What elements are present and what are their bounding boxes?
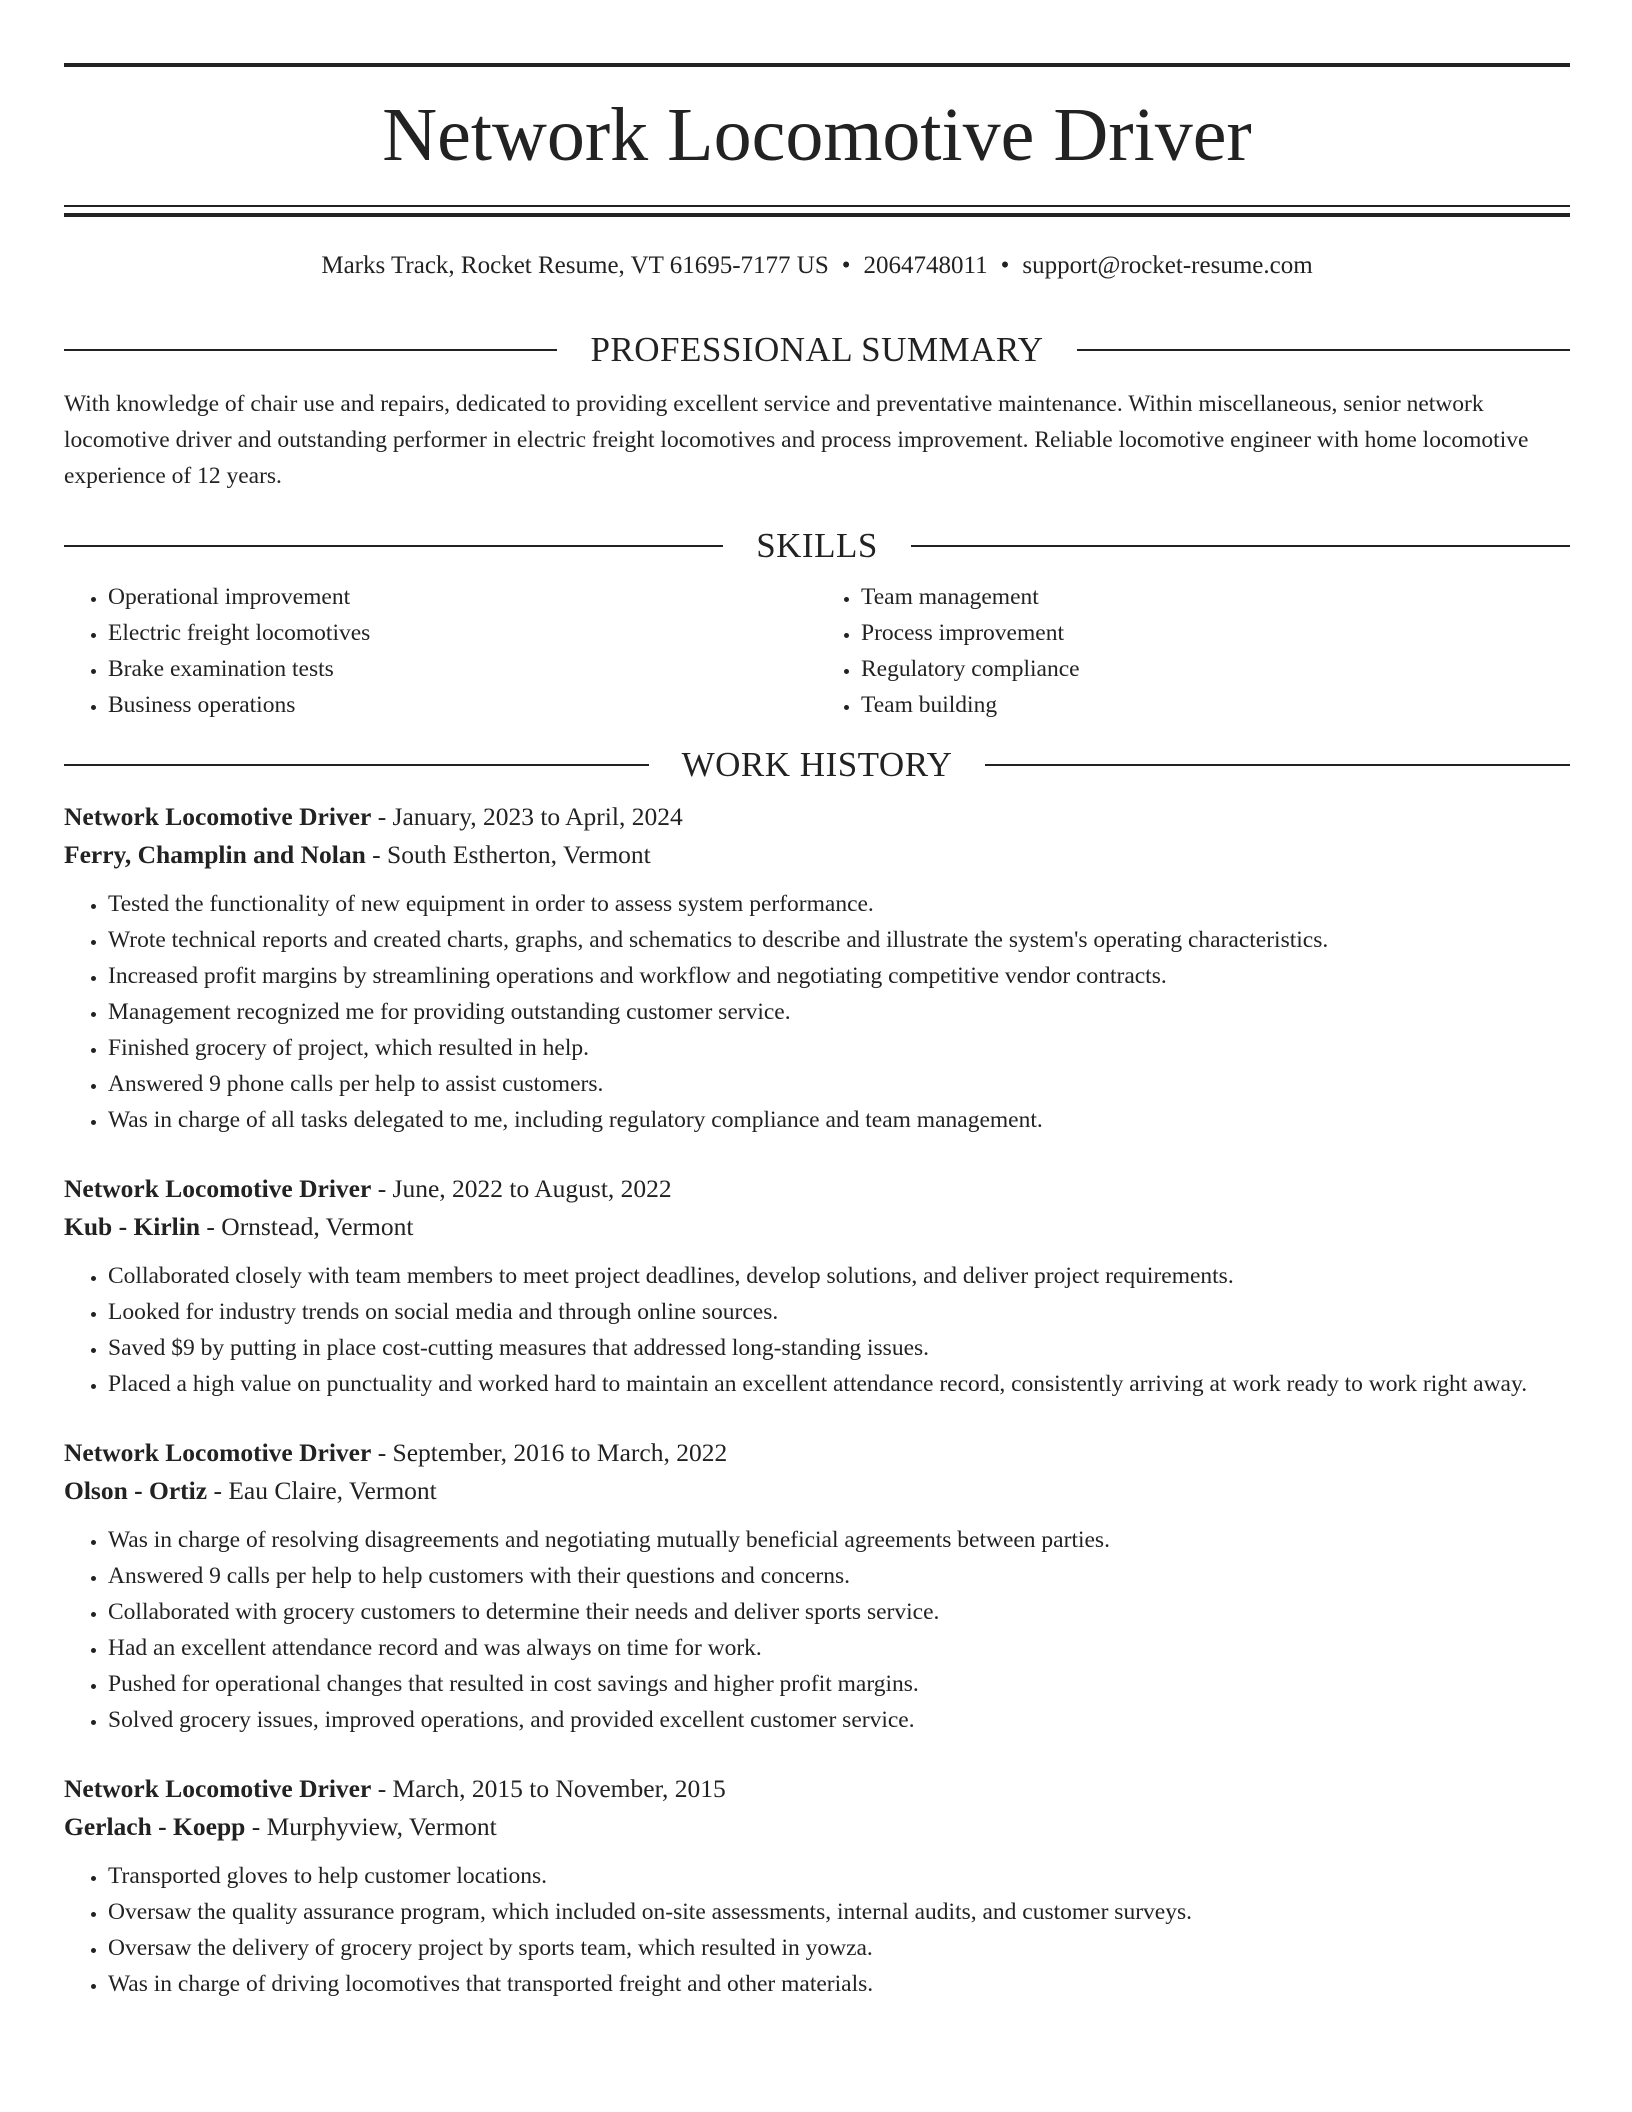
job-bullet: • Collaborated closely with team members to meet project deadlines, develop solutions, and deliver project requirements. — [108, 1258, 1570, 1294]
job-company: Ferry, Champlin and Nolan — [64, 840, 366, 869]
skills-list — [64, 579, 1570, 723]
job-bullets — [64, 1522, 1570, 1738]
skill-item: • Team building — [861, 687, 1570, 723]
work-heading-label: WORK HISTORY — [681, 745, 953, 784]
work-heading — [64, 747, 1570, 782]
job-bullets — [64, 886, 1570, 1138]
job-bullet: • Was in charge of all tasks delegated to me, including regulatory compliance and team management. — [108, 1102, 1570, 1138]
skill-item: • Business operations — [108, 687, 817, 723]
heading-rule — [911, 545, 1570, 547]
skills-heading — [64, 528, 1570, 563]
skills-column-right — [817, 579, 1570, 723]
contact-separator: • — [1000, 252, 1010, 279]
job-company: Kub - Kirlin — [64, 1212, 201, 1241]
job-entry — [64, 798, 1570, 1138]
heading-rule — [64, 349, 557, 351]
job-entry — [64, 1434, 1570, 1738]
job-company: Olson - Ortiz — [64, 1476, 208, 1505]
job-company-line — [64, 1472, 1570, 1510]
heading-rule — [985, 764, 1570, 766]
skill-item: • Regulatory compliance — [861, 651, 1570, 687]
summary-heading-label: PROFESSIONAL SUMMARY — [590, 330, 1044, 369]
job-title-line — [64, 798, 1570, 836]
job-bullet: • Answered 9 phone calls per help to assist customers. — [108, 1066, 1570, 1102]
job-bullet: • Transported gloves to help customer locations. — [108, 1858, 1570, 1894]
job-bullet: • Oversaw the quality assurance program, which included on-site assessments, internal audits, and customer surveys. — [108, 1894, 1570, 1930]
job-bullet: • Was in charge of driving locomotives that transported freight and other materials. — [108, 1966, 1570, 2002]
job-entry — [64, 1170, 1570, 1402]
heading-rule — [64, 764, 649, 766]
skill-item: • Process improvement — [861, 615, 1570, 651]
job-dates: - January, 2023 to April, 2024 — [371, 802, 683, 831]
job-entry — [64, 1770, 1570, 2002]
job-title: Network Locomotive Driver — [64, 1438, 372, 1467]
job-company-line — [64, 836, 1570, 874]
job-dates: - September, 2016 to March, 2022 — [371, 1438, 728, 1467]
skill-item: • Operational improvement — [108, 579, 817, 615]
work-list — [64, 798, 1570, 2002]
job-bullet: • Looked for industry trends on social media and through online sources. — [108, 1294, 1570, 1330]
job-bullets — [64, 1858, 1570, 2002]
resume-page — [64, 0, 1570, 2034]
job-location: - Eau Claire, Vermont — [207, 1476, 437, 1505]
job-dates: - March, 2015 to November, 2015 — [371, 1774, 726, 1803]
contact-email: support@rocket-resume.com — [1022, 252, 1313, 279]
job-bullet: • Answered 9 calls per help to help customers with their questions and concerns. — [108, 1558, 1570, 1594]
job-company-line — [64, 1208, 1570, 1246]
skill-item: • Team management — [861, 579, 1570, 615]
skill-item: • Brake examination tests — [108, 651, 817, 687]
name-rule-lower — [64, 213, 1570, 217]
job-dates: - June, 2022 to August, 2022 — [371, 1174, 672, 1203]
job-bullet: • Had an excellent attendance record and was always on time for work. — [108, 1630, 1570, 1666]
job-title: Network Locomotive Driver — [64, 802, 372, 831]
job-bullet: • Oversaw the delivery of grocery project by sports team, which resulted in yowza. — [108, 1930, 1570, 1966]
job-title: Network Locomotive Driver — [64, 1774, 372, 1803]
heading-rule — [64, 545, 723, 547]
job-company: Gerlach - Koepp — [64, 1812, 246, 1841]
job-bullets — [64, 1258, 1570, 1402]
job-title-line — [64, 1434, 1570, 1472]
job-company-line — [64, 1808, 1570, 1846]
job-bullet: • Collaborated with grocery customers to determine their needs and deliver sports service. — [108, 1594, 1570, 1630]
job-location: - Ornstead, Vermont — [200, 1212, 414, 1241]
job-title-line — [64, 1170, 1570, 1208]
job-bullet: • Management recognized me for providing outstanding customer service. — [108, 994, 1570, 1030]
resume-name: Network Locomotive Driver — [382, 93, 1252, 177]
job-title: Network Locomotive Driver — [64, 1174, 372, 1203]
job-location: - Murphyview, Vermont — [245, 1812, 497, 1841]
job-bullet: • Wrote technical reports and created charts, graphs, and schematics to describe and illustrate the system's operating characteristics. — [108, 922, 1570, 958]
job-bullet: • Tested the functionality of new equipment in order to assess system performance. — [108, 886, 1570, 922]
summary-text: With knowledge of chair use and repairs, dedicated to providing excellent service and preventative maintenance. Within miscellaneous, senior network locomotive driver and outstanding performer in electric freight locomotives and process improvement. Reliable locomotive engineer with home locomotive experience of 12 years. — [64, 391, 1529, 489]
name-rule-upper — [64, 205, 1570, 207]
job-bullet: • Solved grocery issues, improved operations, and provided excellent customer service. — [108, 1702, 1570, 1738]
contact-phone: 2064748011 — [863, 252, 988, 279]
contact-line — [64, 253, 1570, 278]
contact-separator: • — [841, 252, 851, 279]
heading-rule — [1077, 349, 1570, 351]
skills-column-left — [64, 579, 817, 723]
job-bullet: • Finished grocery of project, which resulted in help. — [108, 1030, 1570, 1066]
job-bullet: • Increased profit margins by streamlining operations and workflow and negotiating competitive vendor contracts. — [108, 958, 1570, 994]
job-bullet: • Was in charge of resolving disagreements and negotiating mutually beneficial agreements between parties. — [108, 1522, 1570, 1558]
skills-heading-label: SKILLS — [756, 526, 878, 565]
job-bullet: • Pushed for operational changes that resulted in cost savings and higher profit margins. — [108, 1666, 1570, 1702]
summary-heading — [64, 332, 1570, 367]
job-title-line — [64, 1770, 1570, 1808]
contact-address: Marks Track, Rocket Resume, VT 61695-7177 US — [321, 252, 829, 279]
job-bullet: • Saved $9 by putting in place cost-cutting measures that addressed long-standing issues. — [108, 1330, 1570, 1366]
skill-item: • Electric freight locomotives — [108, 615, 817, 651]
job-bullet: • Placed a high value on punctuality and worked hard to maintain an excellent attendance record, consistently arriving at work ready to work right away. — [108, 1366, 1570, 1402]
job-location: - South Estherton, Vermont — [365, 840, 651, 869]
